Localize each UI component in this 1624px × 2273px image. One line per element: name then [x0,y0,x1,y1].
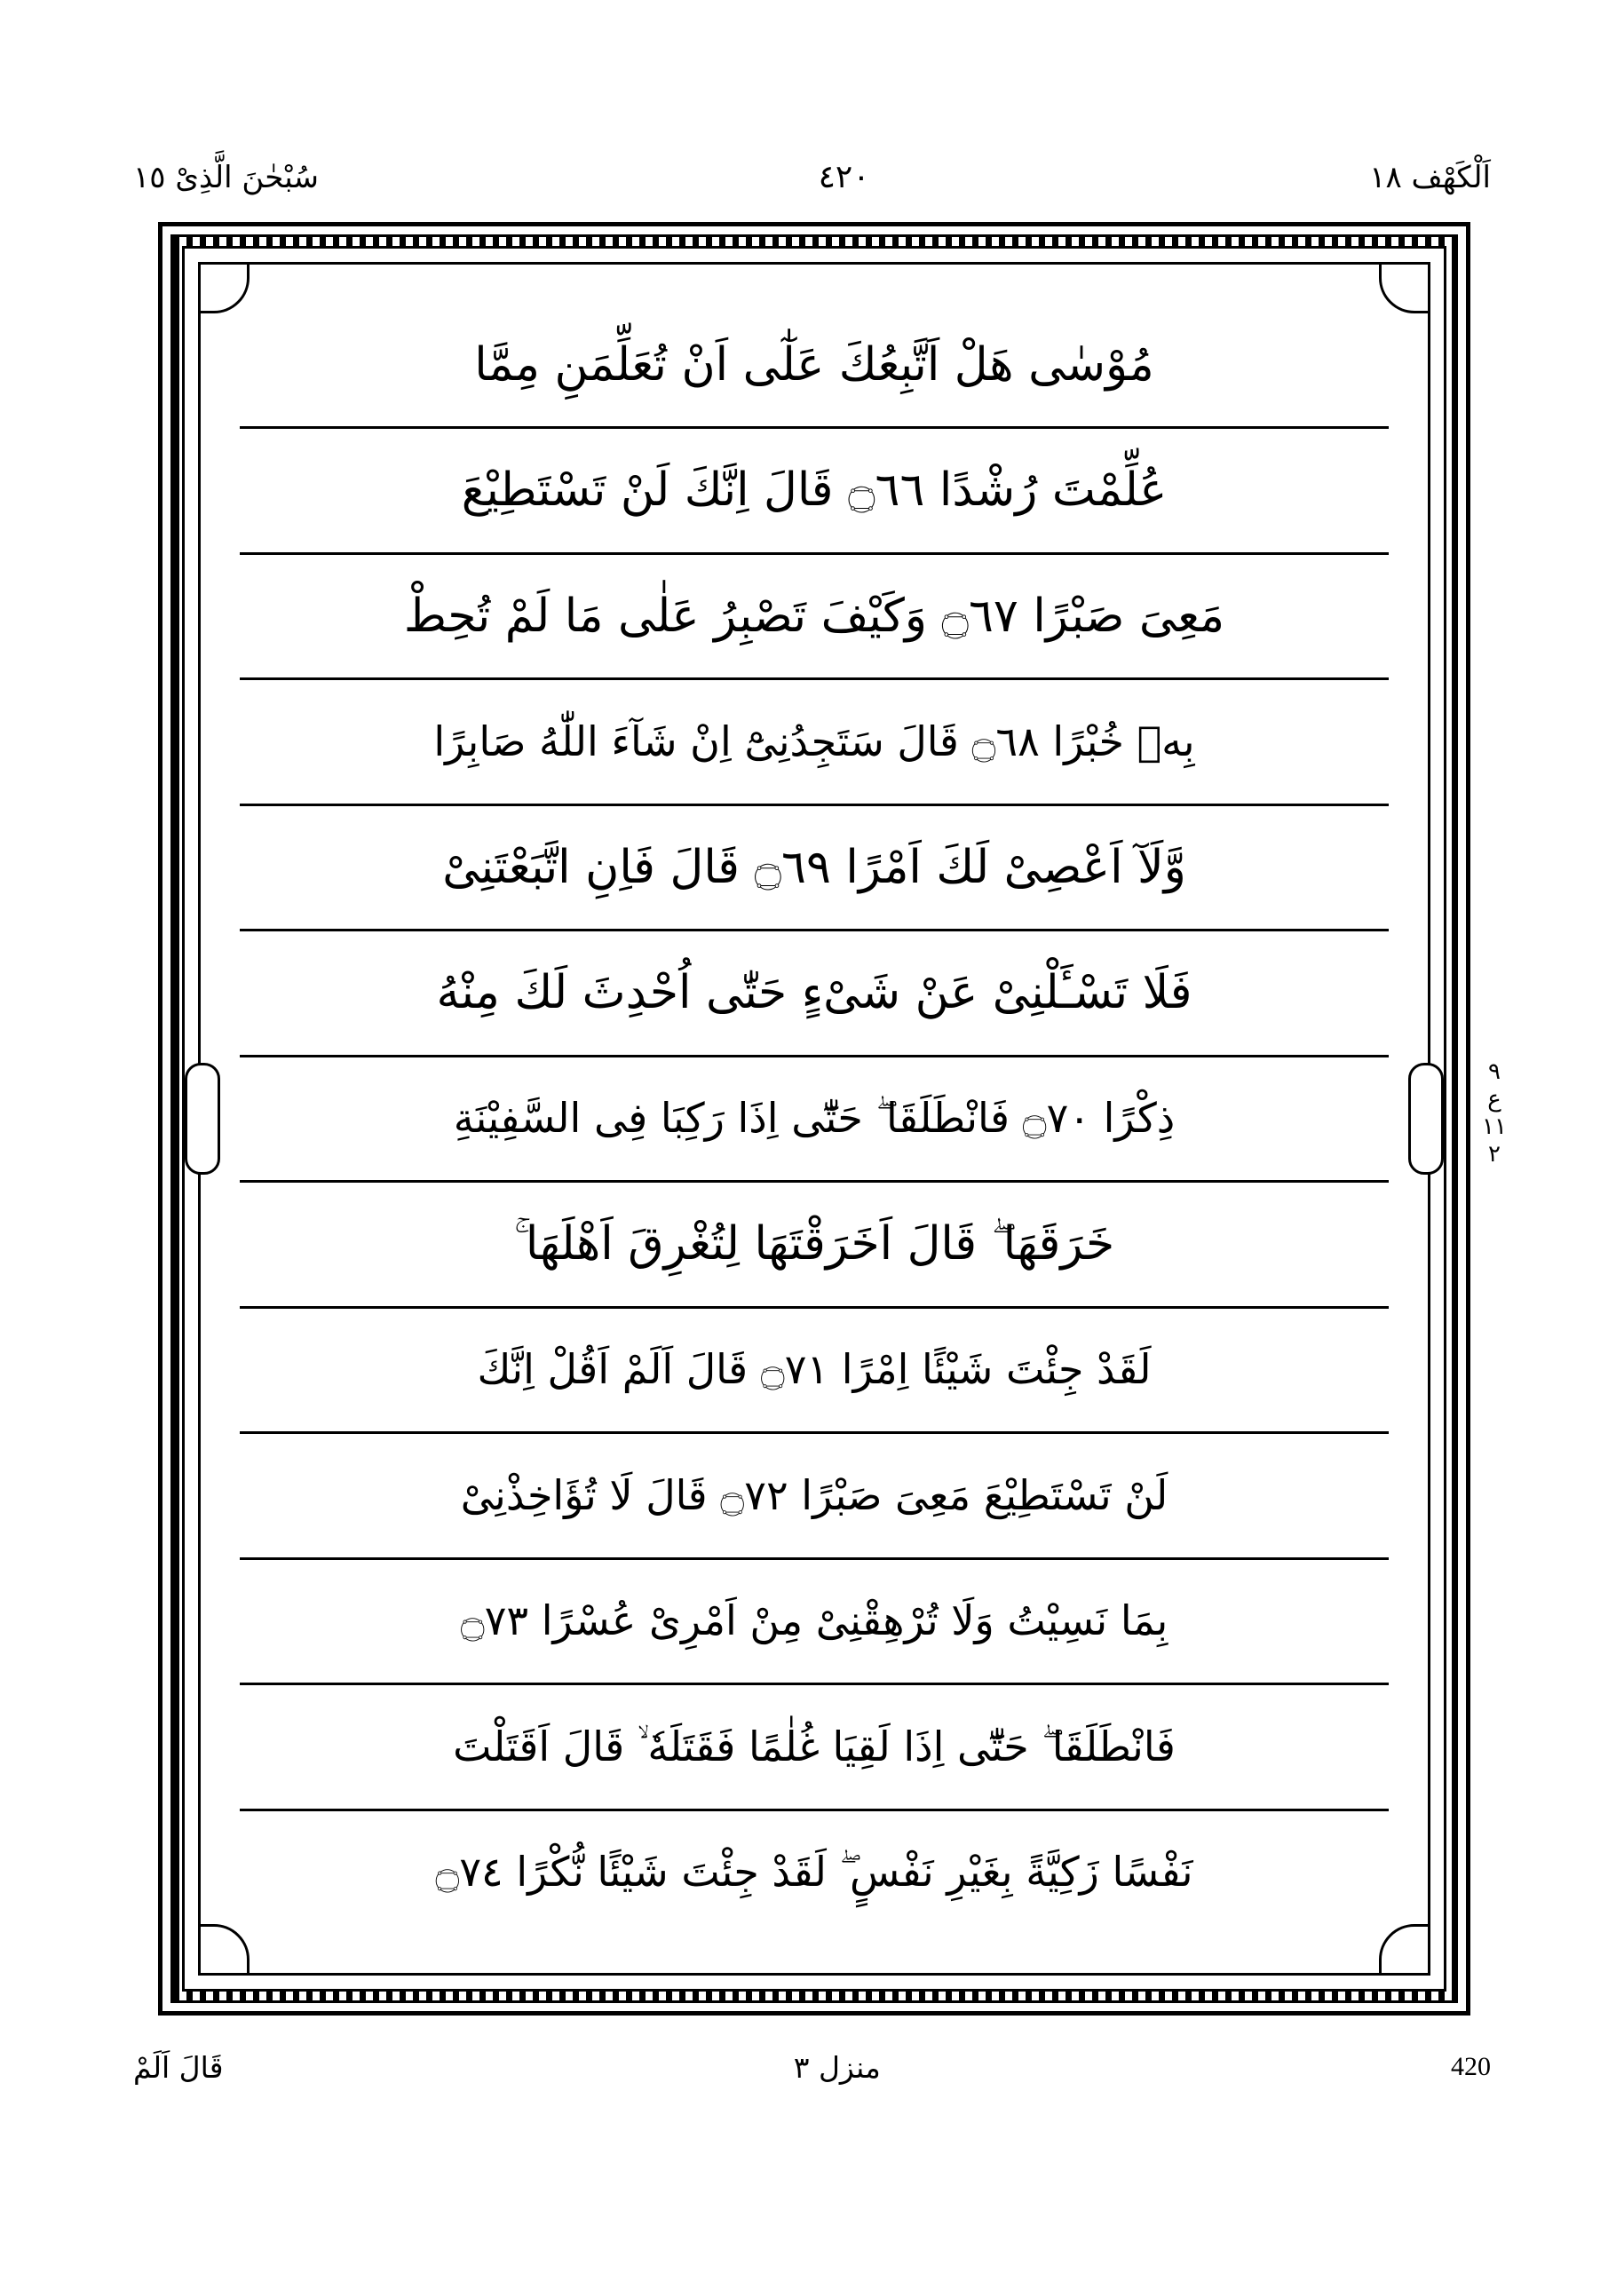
ayah-line [240,429,1389,554]
ayah-line-text: عُلِّمْتَ رُشْدًا ۝٦٦ قَالَ اِنَّكَ لَنْ تَسْتَطِيْعَ [461,463,1168,518]
ayah-line [240,1560,1389,1685]
ayah-line [240,555,1389,680]
ruku-side-marker [1470,1058,1519,1169]
footer-manzil-label: منزل ٣ [793,2049,881,2085]
ayah-line-text: خَرَقَهَا ۖ قَالَ اَخَرَقْتَهَا لِتُغْرِقَ اَهْلَهَا ۚ [513,1217,1115,1271]
ayah-line [240,1309,1389,1434]
ayah-line [240,1434,1389,1559]
ayah-line [240,931,1389,1057]
ayah-line-text: بِمَا نَسِيْتُ وَلَا تُرْهِقْنِىْ مِنْ اَمْرِىْ عُسْرًا ۝٧٣ [460,1596,1168,1645]
ruku-marker-line: ع [1487,1085,1501,1113]
ayah-line-text: وَّلَآ اَعْصِىْ لَكَ اَمْرًا ۝٦٩ قَالَ فَاِنِ اتَّبَعْتَنِىْ [442,840,1186,894]
page-footer [133,2042,1491,2092]
ayah-line-text: مُوْسٰى هَلْ اَتَّبِعُكَ عَلٰٓى اَنْ تُعَلِّمَنِ مِمَّا [474,337,1154,392]
ruku-marker-line: ١١ [1482,1113,1507,1140]
ayah-line [240,304,1389,429]
header-surah-group-label: سُبْحٰنَ الَّذِىْ ١٥ [133,159,319,195]
ayah-line [240,680,1389,805]
decorative-frame [158,222,1470,2016]
ayah-line-text: مَعِىَ صَبْرًا ۝٦٧ وَكَيْفَ تَصْبِرُ عَلٰى مَا لَمْ تُحِطْ [403,589,1225,643]
ayah-line-text: فَانْطَلَقَا ۖ حَتّٰٓى اِذَا لَقِيَا غُلٰمًا فَقَتَلَهٗ ۙ قَالَ اَقَتَلْتَ [453,1722,1176,1770]
ruku-marker-line: ٢ [1488,1140,1501,1168]
ayah-lines [240,304,1389,1934]
ayah-line [240,806,1389,931]
ayah-line [240,1685,1389,1810]
ayah-line [240,1057,1389,1183]
header-page-number-arabic: ٤٢٠ [818,159,870,196]
ayah-line-text: نَفْسًا زَكِيَّةً بِغَيْرِ نَفْسٍ ۖ لَقَدْ جِئْتَ شَيْئًا نُّكْرًا ۝٧٤ [435,1848,1193,1897]
ayah-line-text: ذِكْرًا ۝٧٠ فَانْطَلَقَا ۖ حَتّٰٓى اِذَا رَكِبَا فِى السَّفِيْنَةِ [453,1094,1176,1143]
text-frame [198,262,1430,1976]
side-ornament-left [185,1063,220,1175]
ayah-line-text: فَلَا تَسْـَٔلْنِىْ عَنْ شَىْءٍ حَتّٰى اُحْدِثَ لَكَ مِنْهُ [436,966,1192,1020]
ayah-line-text: لَنْ تَسْتَطِيْعَ مَعِىَ صَبْرًا ۝٧٢ قَالَ لَا تُؤَاخِذْنِىْ [460,1470,1168,1519]
ayah-line-text: لَقَدْ جِئْتَ شَيْئًا اِمْرًا ۝٧١ قَالَ اَلَمْ اَقُلْ اِنَّكَ [477,1345,1152,1394]
ayah-line [240,1811,1389,1934]
ayah-line [240,1183,1389,1308]
page-header [133,151,1491,204]
header-surah-name-label: اَلْكَهْف ١٨ [1369,159,1491,195]
side-ornament-right [1408,1063,1444,1175]
footer-page-number: 420 [1451,2052,1491,2081]
ruku-marker-line: ٩ [1488,1058,1501,1085]
footer-next-surah-label: قَالَ اَلَمْ [133,2049,224,2085]
ayah-line-text: بِهٖ خُبْرًا ۝٦٨ قَالَ سَتَجِدُنِىْٓ اِنْ شَآءَ اللّٰهُ صَابِرًا [433,717,1195,765]
